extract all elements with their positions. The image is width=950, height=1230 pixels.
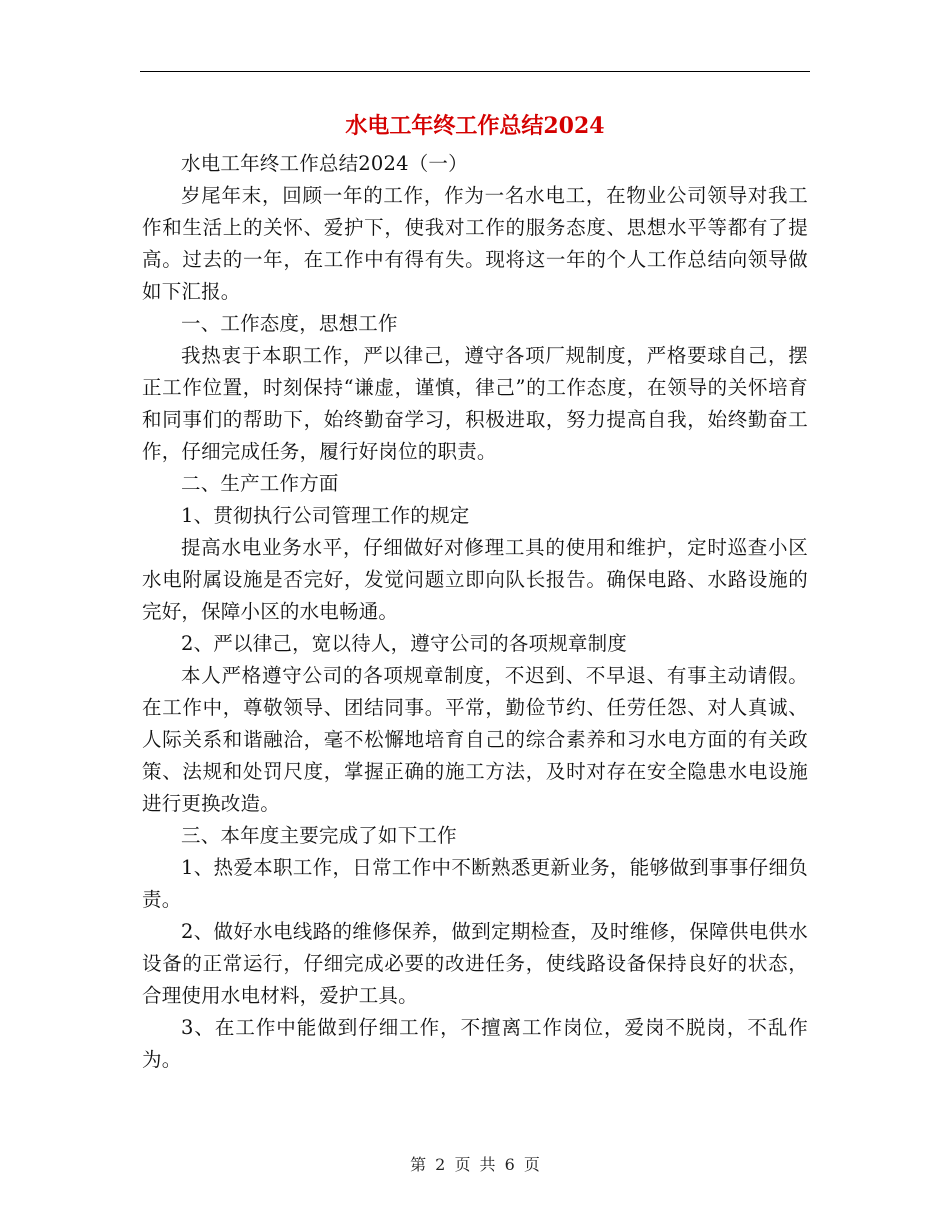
list-item: 3、在工作中能做到仔细工作，不擅离工作岗位，爱岗不脱岗，不乱作为。 (142, 1016, 808, 1071)
subsection-heading: 1、贯彻执行公司管理工作的规定 (181, 504, 470, 527)
subsection-heading: 2、严以律己，宽以待人，遵守公司的各项规章制度 (181, 632, 628, 655)
document-body (142, 148, 808, 1076)
body-paragraph: 岁尾年末，回顾一年的工作，作为一名水电工，在物业公司领导对我工作和生活上的关怀、爱护下，使我对工作的服务态度、思想水平等都有了提高。过去的一年，在工作中有得有失。现将这一年的个人工作总结向领导做如下汇报。 (142, 184, 808, 303)
page-number: 第 2 页 共 6 页 (410, 1155, 540, 1174)
document-title: 水电工年终工作总结2024 (345, 113, 605, 139)
section-heading: 三、本年度主要完成了如下工作 (181, 824, 457, 847)
list-item: 1、热爱本职工作，日常工作中不断熟悉更新业务，能够做到事事仔细负责。 (142, 856, 808, 911)
header-rule (140, 71, 810, 72)
section-heading: 一、工作态度，思想工作 (181, 312, 398, 335)
body-paragraph: 提高水电业务水平，仔细做好对修理工具的使用和维护，定时巡查小区水电附属设施是否完好，发觉问题立即向队长报告。确保电路、水路设施的完好，保障小区的水电畅通。 (142, 536, 808, 623)
body-paragraph: 我热衷于本职工作，严以律己，遵守各项厂规制度，严格要球自己，摆正工作位置，时刻保持“谦虚，谨慎，律己”的工作态度，在领导的关怀培育和同事们的帮助下，始终勤奋学习，积极进取，努力提高自我，始终勤奋工作，仔细完成任务，履行好岗位的职责。 (142, 344, 808, 463)
section-heading: 二、生产工作方面 (181, 472, 339, 495)
body-paragraph: 本人严格遵守公司的各项规章制度，不迟到、不早退、有事主动请假。在工作中，尊敬领导、团结同事。平常，勤俭节约、任劳任怨、对人真诚、人际关系和谐融洽，毫不松懈地培育自己的综合素养和习水电方面的有关政策、法规和处罚尺度，掌握正确的施工方法，及时对存在安全隐患水电设施进行更换改造。 (142, 664, 808, 815)
list-item: 2、做好水电线路的维修保养，做到定期检查，及时维修，保障供电供水设备的正常运行，仔细完成必要的改进任务，使线路设备保持良好的状态，合理使用水电材料，爱护工具。 (142, 920, 808, 1007)
section-heading: 水电工年终工作总结2024（一） (181, 152, 468, 175)
